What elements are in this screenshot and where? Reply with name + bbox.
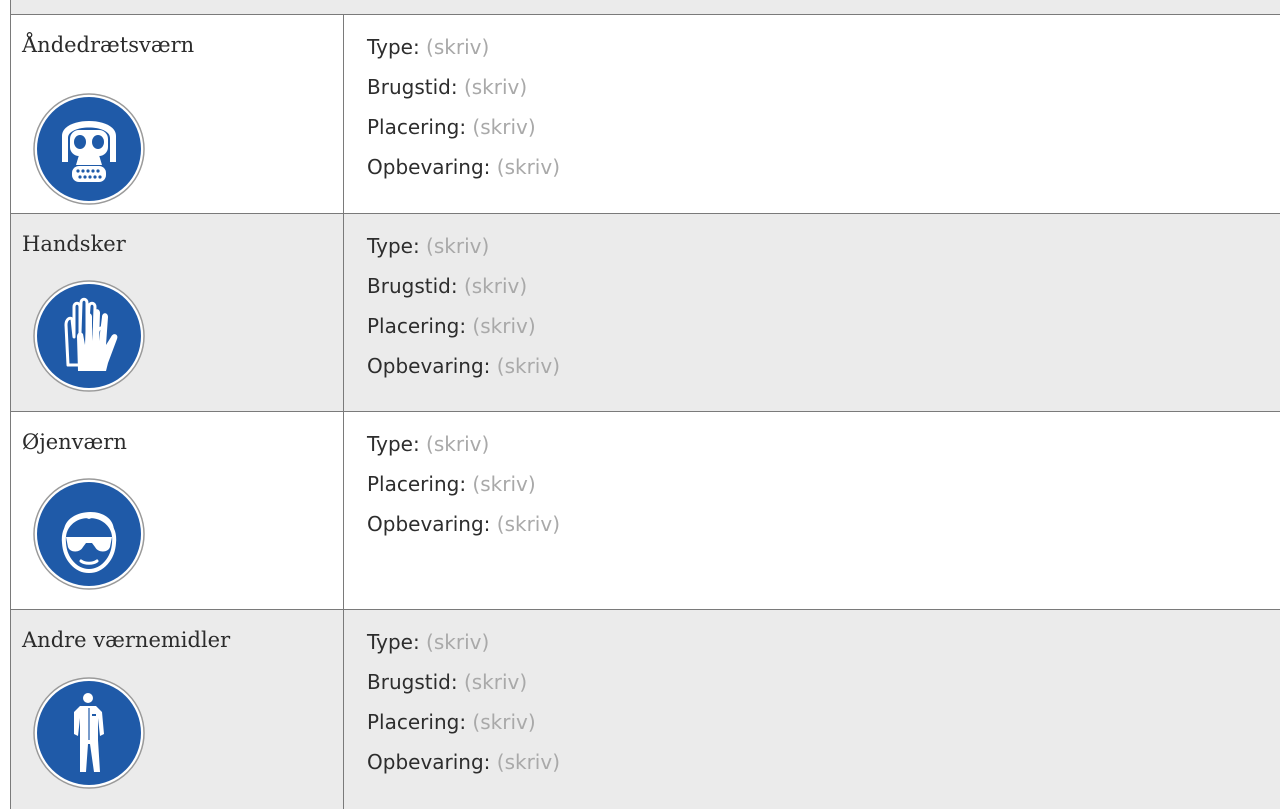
field-value-input[interactable]: (skriv)	[496, 155, 561, 179]
row-label-cell	[11, 610, 344, 809]
field-value-input[interactable]: (skriv)	[426, 234, 490, 258]
safety-goggles-icon	[32, 477, 146, 591]
field-list	[367, 430, 560, 550]
field-label: Opbevaring:	[367, 155, 491, 179]
field-placement	[367, 708, 560, 748]
field-usage-time	[367, 668, 560, 708]
table-row-respiratory	[11, 15, 1280, 214]
respirator-mask-icon	[32, 92, 146, 206]
field-type	[367, 430, 560, 470]
field-storage	[367, 748, 560, 788]
field-label: Brugstid:	[367, 75, 458, 99]
field-storage	[367, 352, 560, 392]
field-value-input[interactable]: (skriv)	[426, 35, 490, 59]
field-list	[367, 33, 560, 193]
protective-coverall-icon	[32, 676, 146, 790]
field-storage	[367, 153, 560, 193]
field-label: Placering:	[367, 472, 467, 496]
field-value-input[interactable]: (skriv)	[463, 75, 528, 99]
field-usage-time	[367, 272, 560, 312]
table-row-gloves	[11, 214, 1280, 412]
table-row-other-ppe	[11, 610, 1280, 809]
field-label: Placering:	[367, 115, 467, 139]
field-placement	[367, 312, 560, 352]
field-value-input[interactable]: (skriv)	[472, 710, 536, 734]
row-title: Handsker	[22, 232, 126, 256]
field-value-input[interactable]: (skriv)	[496, 512, 561, 536]
row-label-cell	[11, 15, 344, 213]
table-row-eye-protection	[11, 412, 1280, 610]
field-list	[367, 232, 560, 392]
field-value-input[interactable]: (skriv)	[472, 472, 536, 496]
field-value-input[interactable]: (skriv)	[463, 274, 528, 298]
field-label: Brugstid:	[367, 274, 458, 298]
field-type	[367, 33, 560, 73]
field-label: Type:	[367, 630, 420, 654]
table-header-strip	[11, 0, 1280, 15]
row-title: Øjenværn	[22, 430, 127, 454]
field-label: Opbevaring:	[367, 354, 491, 378]
row-title: Åndedrætsværn	[22, 33, 195, 57]
field-label: Type:	[367, 432, 420, 456]
field-list	[367, 628, 560, 788]
gloves-icon	[32, 279, 146, 393]
field-label: Opbevaring:	[367, 512, 491, 536]
ppe-table	[10, 0, 1280, 809]
field-value-input[interactable]: (skriv)	[463, 670, 528, 694]
row-title: Andre værnemidler	[22, 628, 231, 652]
row-label-cell	[11, 412, 344, 609]
field-label: Placering:	[367, 710, 467, 734]
row-label-cell	[11, 214, 344, 411]
field-storage	[367, 510, 560, 550]
field-type	[367, 628, 560, 668]
field-label: Brugstid:	[367, 670, 458, 694]
field-value-input[interactable]: (skriv)	[496, 750, 561, 774]
field-value-input[interactable]: (skriv)	[472, 314, 536, 338]
field-value-input[interactable]: (skriv)	[472, 115, 536, 139]
field-placement	[367, 470, 560, 510]
field-usage-time	[367, 73, 560, 113]
field-label: Placering:	[367, 314, 467, 338]
field-value-input[interactable]: (skriv)	[496, 354, 561, 378]
field-label: Type:	[367, 234, 420, 258]
field-value-input[interactable]: (skriv)	[426, 432, 490, 456]
field-value-input[interactable]: (skriv)	[426, 630, 490, 654]
field-label: Type:	[367, 35, 420, 59]
field-placement	[367, 113, 560, 153]
field-label: Opbevaring:	[367, 750, 491, 774]
field-type	[367, 232, 560, 272]
